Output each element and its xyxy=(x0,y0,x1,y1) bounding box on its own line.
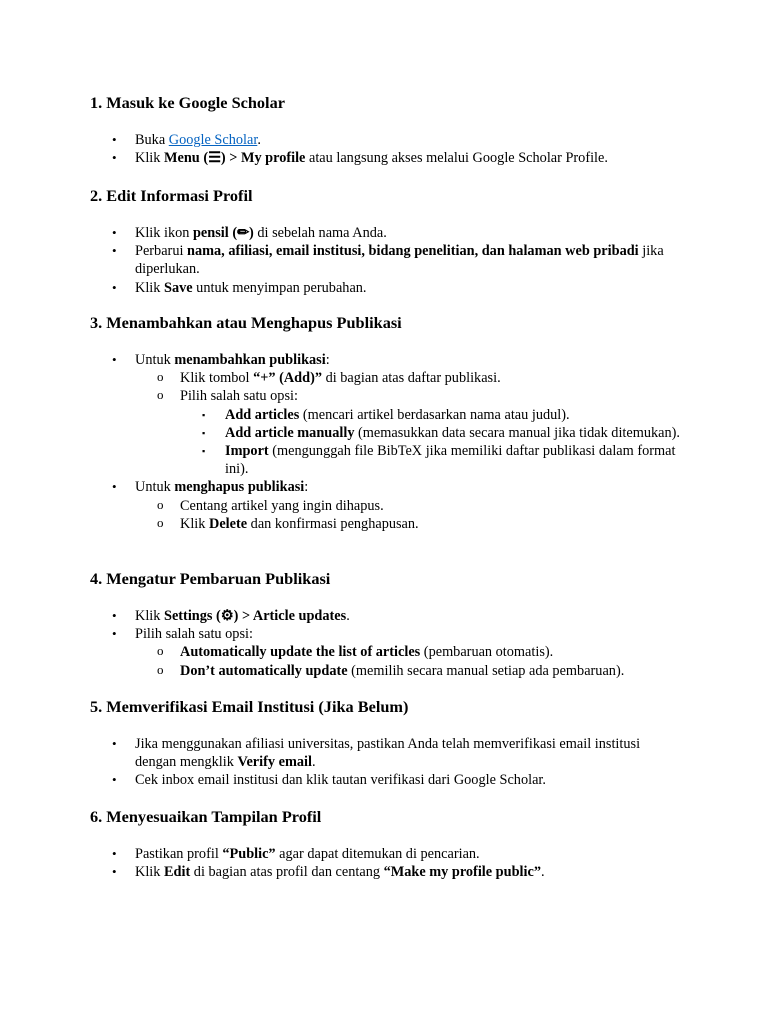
list-item: • Pastikan profil “Public” agar dapat ditemukan di pencarian. xyxy=(112,846,480,862)
list-item: • Pilih salah satu opsi: o Automatically update the list of articles (pembaruan otomatis). o Don’t automatically update (memilih secara manual setiap ada pembaruan). xyxy=(90,625,680,680)
bullet-icon: • xyxy=(112,225,117,240)
list-item: ▪ Add articles (mencari artikel berdasarkan nama atau judul). xyxy=(202,406,570,423)
list-item: • Klik Edit di bagian atas profil dan centang “Make my profile public”. xyxy=(112,864,545,881)
list-item: • Klik Save untuk menyimpan perubahan. xyxy=(112,279,367,296)
section-6-list xyxy=(90,845,680,881)
list-item: o Centang artikel yang ingin dihapus. xyxy=(157,496,384,514)
list-item: o Pilih salah satu opsi: ▪ Add articles (mencari artikel berdasarkan nama atau judul). ▪ Add article manually (memasukkan data secara manual jika tidak ditemukan). ▪ Import (mengunggah file BibTeX jika memiliki daftar publikasi dalam format ini). xyxy=(157,387,680,478)
bullet-icon: • xyxy=(112,479,117,495)
section-heading-4: 4. Mengatur Pembaruan Publikasi xyxy=(90,569,331,588)
list-item: • Klik Settings (⚙) > Article updates. xyxy=(112,608,350,624)
section-3-list xyxy=(90,351,680,533)
google-scholar-link[interactable]: Google Scholar xyxy=(168,132,258,148)
bullet-icon: • xyxy=(112,132,117,147)
list-item: • Klik Menu (☰) > My profile atau langsung akses melalui Google Scholar Profile. xyxy=(112,150,608,167)
list-item: o Klik Delete dan konfirmasi penghapusan. xyxy=(157,514,419,532)
section-heading-1: 1. Masuk ke Google Scholar xyxy=(90,93,285,112)
bullet-icon: o xyxy=(157,369,164,385)
bullet-icon: • xyxy=(112,150,117,166)
bullet-icon: ▪ xyxy=(202,427,206,438)
list-item: o Automatically update the list of articles (pembaruan otomatis). xyxy=(157,643,554,661)
sublist xyxy=(180,406,680,479)
list-item: o Klik tombol “+” (Add)” di bagian atas daftar publikasi. xyxy=(157,369,501,387)
bullet-icon: o xyxy=(157,496,164,512)
bullet-icon: ▪ xyxy=(202,409,206,420)
bullet-icon: • xyxy=(112,736,117,751)
bullet-icon: • xyxy=(112,243,117,259)
bullet-icon: o xyxy=(157,514,164,530)
section-heading-2: 2. Edit Informasi Profil xyxy=(90,186,253,205)
list-item: • Buka Google Scholar. xyxy=(112,132,261,148)
bullet-icon: o xyxy=(157,643,164,659)
bullet-icon: • xyxy=(112,864,117,880)
section-heading-6: 6. Menyesuaikan Tampilan Profil xyxy=(90,807,322,826)
bullet-icon: ▪ xyxy=(202,446,206,457)
bullet-icon: • xyxy=(112,608,117,623)
bullet-icon: • xyxy=(112,279,117,295)
section-5-list xyxy=(90,735,680,790)
list-item: o Don’t automatically update (memilih secara manual setiap ada pembaruan). xyxy=(157,661,625,679)
sublist xyxy=(135,497,680,533)
sublist xyxy=(135,369,680,478)
section-heading-3: 3. Menambahkan atau Menghapus Publikasi xyxy=(90,313,402,332)
list-item: • Cek inbox email institusi dan klik tautan verifikasi dari Google Scholar. xyxy=(112,772,546,789)
section-2-list xyxy=(90,224,680,297)
section-heading-5: 5. Memverifikasi Email Institusi (Jika Belum) xyxy=(90,697,409,716)
section-4-list xyxy=(90,607,680,680)
section-1-list xyxy=(90,131,680,167)
list-item: ▪ Import (mengunggah file BibTeX jika memiliki daftar publikasi dalam format ini). xyxy=(202,443,676,478)
list-item: ▪ Add article manually (memasukkan data secara manual jika tidak ditemukan). xyxy=(202,424,680,441)
list-item: • Jika menggunakan afiliasi universitas, pastikan Anda telah memverifikasi email institusi dengan mengklik Verify email. xyxy=(112,736,641,771)
bullet-icon: • xyxy=(112,352,117,367)
list-item: • Untuk menghapus publikasi: o Centang artikel yang ingin dihapus. o Klik Delete dan konfirmasi penghapusan. xyxy=(90,478,680,533)
bullet-icon: o xyxy=(157,387,164,403)
bullet-icon: • xyxy=(112,772,117,788)
bullet-icon: • xyxy=(112,846,117,861)
list-item: • Klik ikon pensil (✏) di sebelah nama Anda. xyxy=(112,225,387,241)
list-item: • Untuk menambahkan publikasi: o Klik tombol “+” (Add)” di bagian atas daftar publikasi. o Pilih salah satu opsi: ▪ Add articles (mencari artikel berdasarkan nama atau judul). ▪ Add article manually (memasukkan data secara manual jika tidak ditemukan). ▪ Import (mengunggah file BibTeX jika memiliki daftar publikasi dalam format ini). xyxy=(112,352,680,478)
bullet-icon: o xyxy=(157,661,164,677)
bullet-icon: • xyxy=(112,626,117,642)
sublist xyxy=(135,643,680,679)
list-item: • Perbarui nama, afiliasi, email institusi, bidang penelitian, dan halaman web pribadi jika diperlukan. xyxy=(112,243,664,278)
